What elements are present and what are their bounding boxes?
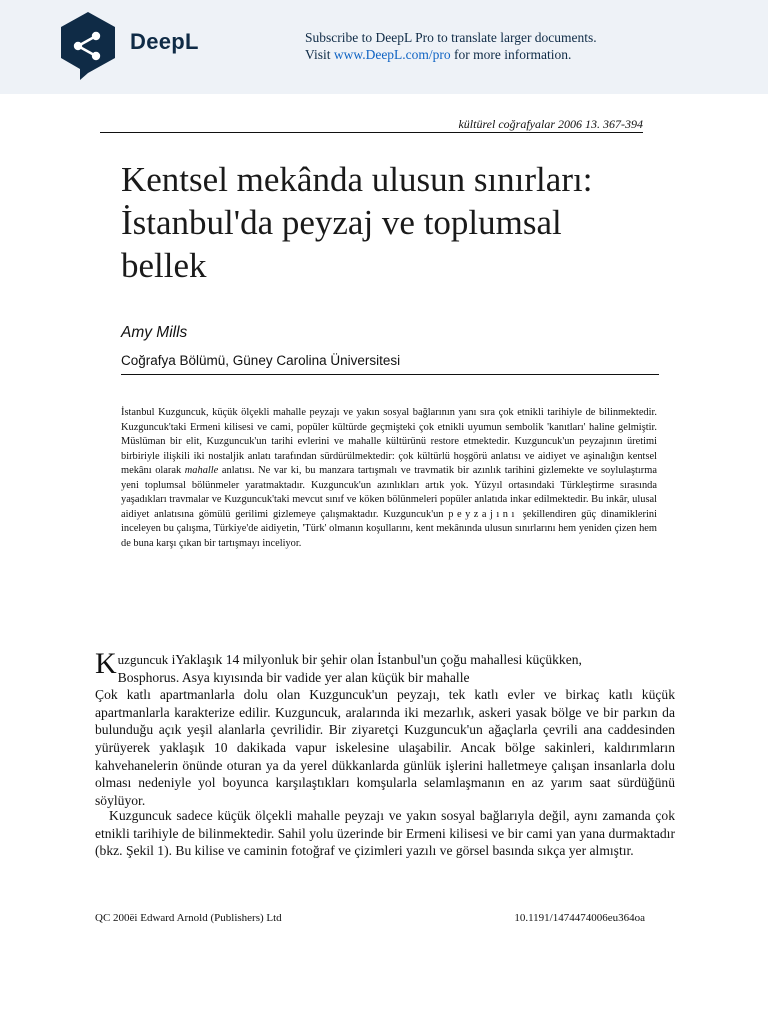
body-paragraph-2: Kuzguncuk sadece küçük ölçekli mahalle peyzajı ve yakın sosyal bağlarıyla değil, aynı zamanda çok etnikli tarihiyle de bilinmektedir. Sahil yolu üzerinde bir Ermeni kilisesi ve bir cami yan yana durmaktadır (bkz. Şekil 1). Bu kilise ve caminin fotoğraf ve çizimleri yazılı ve görsel basında sıkça yer almıştır. xyxy=(95,808,675,859)
lead-caps: uzguncuk xyxy=(117,652,169,667)
lead-text-1: iYaklaşık 14 milyonluk bir şehir olan İstanbul'un çoğu mahallesi küçükken, xyxy=(168,652,582,667)
article-title: Kentsel mekânda ulusun sınırları: İstanbul'da peyzaj ve toplumsal bellek xyxy=(121,160,593,285)
drop-cap: K xyxy=(95,647,117,680)
promo-suffix: for more information. xyxy=(450,47,572,62)
deepl-banner xyxy=(0,0,768,94)
header-divider xyxy=(100,132,643,133)
footer-doi: 10.1191/1474474006eu364oa xyxy=(514,912,645,924)
promo-line-1: Subscribe to DeepL Pro to translate larger documents. xyxy=(305,30,597,45)
abstract-peyzajini: peyzajını xyxy=(448,508,518,520)
deepl-logo-icon[interactable] xyxy=(56,10,120,82)
journal-reference: kültürel coğrafyalar 2006 13. 367-394 xyxy=(458,117,643,131)
abstract-part-1: İstanbul Kuzguncuk, küçük ölçekli mahalle peyzajı ve yakın sosyal bağlarının yanı sıra çok etnikli tarihiyle de bilinmektedir. Kuzguncuk'taki Ermeni kilisesi ve cami, popüler kültürde geçmişteki çok etnikli uyumun sembolik 'kanıtları' haline gelmiştir. Müslüman bir elit, Kuzguncuk'un tarihi evlerini ve mahalle kültürünü restore etmektedir. Kuzguncuk'un peyzajının üretimi birbiriyle ilişkili iki nostaljik anlatı tarafından sürdürülmektedir: çok kültürlü hoşgörü anlatısı ve aidiyet ve aşinalığın kentsel mekânı olarak xyxy=(121,407,657,476)
body-paragraph-1 xyxy=(95,647,675,809)
abstract-mahalle: mahalle xyxy=(184,465,219,476)
promo-text xyxy=(305,29,597,63)
footer-copyright: QC 200ëi Edward Arnold (Publishers) Ltd xyxy=(95,912,282,924)
lead-line-1 xyxy=(118,652,582,667)
lead-line-2: Bosphorus. Asya kıyısında bir vadide yer alan küçük bir mahalle xyxy=(117,669,470,685)
abstract-part-2: anlatısı. Ne var ki, bu manzara tartışmalı ve travmatik bir azınlık tarihini gizlemekte ve soylulaştırma yeni toplumsal bölünmeler yaratmaktadır. Kuzguncuk'un azınlıkları artık yok. Yüzyıl ortasındaki Türkleştirme sırasında yaşadıkları travmalar ve Kuzguncuk'taki mevcut sınıf ve köken bölünmeleri popüler anlatıda inkar edilmektedir. Bu inkâr, ulusal aidiyet anlatısına gömülü gerilimi gizlemeye çalışmaktadır. Kuzguncuk'un xyxy=(121,465,657,520)
author-name: Amy Mills xyxy=(121,324,188,341)
author-affiliation: Coğrafya Bölümü, Güney Carolina Üniversitesi xyxy=(121,353,401,368)
promo-line-2 xyxy=(305,46,597,63)
promo-prefix: Visit xyxy=(305,47,334,62)
abstract-part-3: şekillendiren güç dinamiklerini inceleyen bu çalışma, Türkiye'de aidiyetin, 'Türk' olmanın koşullarını, kent mekânında ulusun sınırlarını hem yeniden çizen hem de buna karşı çıkan bir tartışmayı inceliyor. xyxy=(121,508,657,549)
abstract xyxy=(121,406,657,551)
deepl-pro-link[interactable]: www.DeepL.com/pro xyxy=(333,47,451,62)
deepl-logo-text: DeepL xyxy=(130,29,199,54)
title-divider xyxy=(121,374,659,375)
paragraph-1-rest: Çok katlı apartmanlarla dolu olan Kuzguncuk'un peyzajı, tek katlı evler ve birkaç katlı küçük apartmanlarla karakterize edilir. Kuzguncuk, aralarında iki mezarlık, askeri yasak bölge ve bir parkın da bulunduğu açık yeşil alanlarla çevrilidir. Bir ziyaretçi Kuzguncuk'un ağaçlarla çevrili ana caddesinden yürüyerek yaklaşık 10 dakikada vapur iskelesine ulaşabilir. Ancak bölge sakinleri, kaldırımların kahvehanelerin önünde oturan ya da yerel dükkanlarda günlük işlerini halletmeye çalışan insanlarla dolu olması nedeniyle yol boyunca karşılaştıkları komşularla selamlaşmanın en az yarım saat sürdüğünü söylüyor. xyxy=(95,687,675,808)
